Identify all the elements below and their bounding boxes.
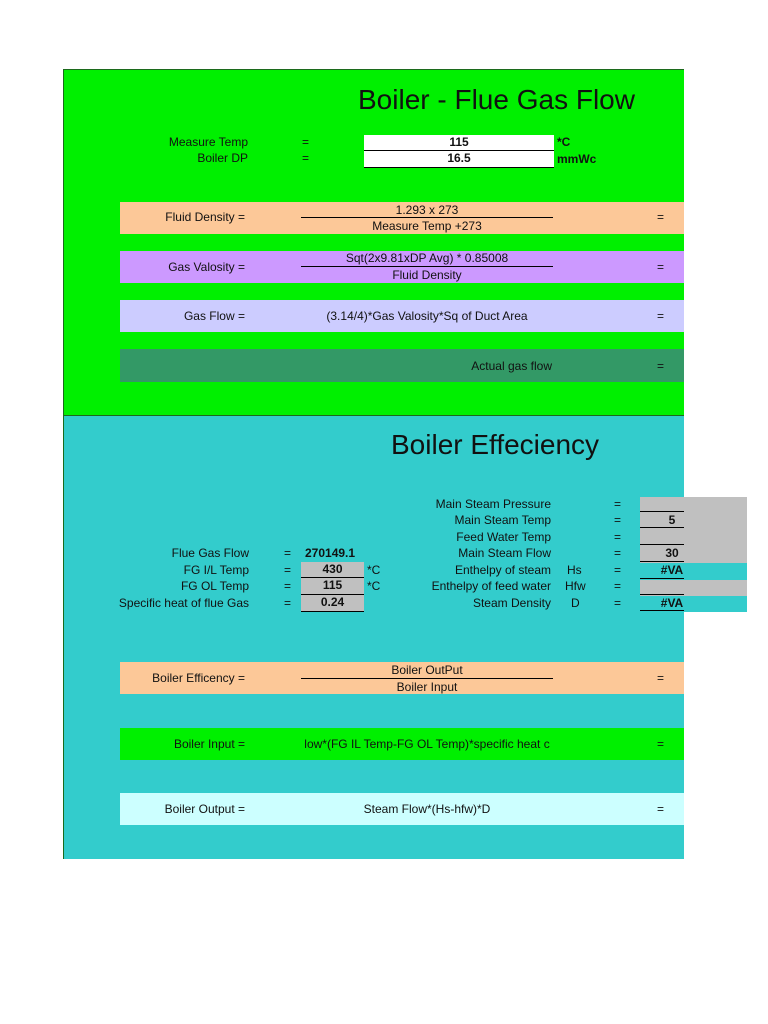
steam-density-eq: =	[614, 596, 622, 610]
enthalpy-feed-water-value[interactable]	[640, 579, 684, 595]
fg-ol-temp-label: FG OL Temp	[180, 579, 249, 593]
enthalpy-feed-water-eq: =	[614, 579, 622, 593]
flue-gas-flow-label: Flue Gas Flow	[171, 546, 249, 560]
boiler-efficiency-label: Boiler Efficency =	[152, 671, 245, 685]
boiler-dp-unit: mmWc	[557, 152, 597, 166]
main-steam-pressure-value[interactable]	[640, 497, 684, 513]
boiler-output-eq: =	[657, 802, 665, 816]
actual-gas-flow-row	[120, 349, 684, 382]
enthalpy-feed-water-label: Enthelpy of feed water	[431, 579, 551, 593]
feed-water-temp-label: Feed Water Temp	[456, 530, 551, 544]
boiler-input-eq: =	[657, 737, 665, 751]
fluid-density-fraction-line	[301, 217, 553, 218]
steam-density-symbol: D	[571, 596, 580, 610]
boiler-efficiency-numerator: Boiler OutPut	[391, 663, 463, 677]
fg-il-temp-input[interactable]: 430	[301, 562, 364, 578]
gas-flow-label: Gas Flow =	[183, 309, 245, 323]
boiler-input-formula: low*(FG IL Temp-FG OL Temp)*specific heat c	[304, 737, 550, 751]
specific-heat-input[interactable]: 0.24	[301, 595, 364, 612]
fluid-density-numerator: 1.293 x 273	[395, 203, 459, 217]
gas-velocity-numerator: Sqt(2x9.81xDP Avg) * 0.85008	[345, 251, 509, 265]
fluid-density-label: Fluid Density =	[165, 210, 245, 224]
fluid-density-denominator: Measure Temp +273	[372, 219, 482, 233]
feed-water-temp-eq: =	[614, 530, 622, 544]
actual-gas-flow-label: Actual gas flow	[471, 359, 552, 373]
boiler-efficiency-title: Boiler Effeciency	[391, 429, 600, 460]
boiler-efficiency-denominator: Boiler Input	[396, 680, 458, 694]
steam-density-label: Steam Density	[472, 596, 551, 610]
measure-temp-unit: *C	[557, 135, 571, 149]
flue-gas-flow-value: 270149.1	[305, 546, 356, 560]
flue-gas-flow-eq: =	[284, 546, 292, 560]
main-steam-temp-eq: =	[614, 513, 622, 527]
measure-temp-input[interactable]: 115	[364, 135, 554, 151]
fg-ol-temp-input[interactable]: 115	[301, 578, 364, 595]
enthalpy-steam-value[interactable]: #VA	[660, 563, 684, 577]
boiler-efficiency-eq: =	[657, 671, 665, 685]
gas-velocity-label: Gas Valosity =	[168, 260, 245, 274]
enthalpy-steam-label: Enthelpy of steam	[454, 563, 551, 577]
boiler-dp-input[interactable]: 16.5	[364, 151, 554, 168]
enthalpy-feed-water-symbol: Hfw	[565, 579, 586, 593]
main-steam-flow-label: Main Steam Flow	[458, 546, 551, 560]
enthalpy-steam-symbol: Hs	[567, 563, 582, 577]
gas-velocity-denominator: Fluid Density	[392, 268, 462, 282]
fg-il-temp-unit: *C	[367, 563, 381, 577]
specific-heat-eq: =	[284, 596, 292, 610]
boiler-input-label: Boiler Input =	[173, 737, 245, 751]
gas-flow-row	[120, 300, 684, 332]
feed-water-temp-value[interactable]	[640, 530, 684, 546]
boiler-output-label: Boiler Output =	[164, 802, 245, 816]
main-steam-pressure-eq: =	[614, 497, 622, 511]
boiler-efficiency-fraction-line	[301, 678, 553, 679]
main-steam-temp-label: Main Steam Temp	[454, 513, 551, 527]
boiler-output-row	[120, 793, 684, 825]
boiler-dp-label: Boiler DP	[197, 151, 248, 165]
boiler-input-row	[120, 728, 684, 760]
main-steam-temp-value[interactable]: 5	[668, 513, 676, 527]
gas-velocity-eq: =	[657, 260, 665, 274]
measure-temp-eq: =	[302, 135, 310, 149]
boiler-output-formula: Steam Flow*(Hs-hfw)*D	[363, 802, 491, 816]
actual-gas-flow-eq: =	[657, 359, 665, 373]
gas-velocity-fraction-line	[301, 266, 553, 267]
fg-il-temp-label: FG I/L Temp	[183, 563, 249, 577]
fluid-density-eq: =	[657, 210, 665, 224]
main-steam-pressure-label: Main Steam Pressure	[435, 497, 551, 511]
measure-temp-label: Measure Temp	[168, 135, 248, 149]
gas-flow-eq: =	[657, 309, 665, 323]
fg-il-temp-eq: =	[284, 563, 292, 577]
enthalpy-steam-eq: =	[614, 563, 622, 577]
steam-values-clip	[640, 497, 684, 613]
gas-flow-formula: (3.14/4)*Gas Valosity*Sq of Duct Area	[326, 309, 528, 323]
main-steam-flow-eq: =	[614, 546, 622, 560]
fluid-density-row	[120, 202, 684, 234]
fg-ol-temp-unit: *C	[367, 579, 381, 593]
specific-heat-label: Specific heat of flue Gas	[118, 596, 249, 610]
fg-ol-temp-eq: =	[284, 579, 292, 593]
steam-density-value[interactable]: #VA	[660, 596, 684, 610]
main-steam-flow-value[interactable]: 30	[665, 546, 679, 560]
boiler-dp-eq: =	[302, 151, 310, 165]
boiler-efficiency-row	[120, 662, 684, 694]
gas-velocity-row	[120, 251, 684, 283]
flue-gas-title: Boiler - Flue Gas Flow	[358, 84, 635, 115]
